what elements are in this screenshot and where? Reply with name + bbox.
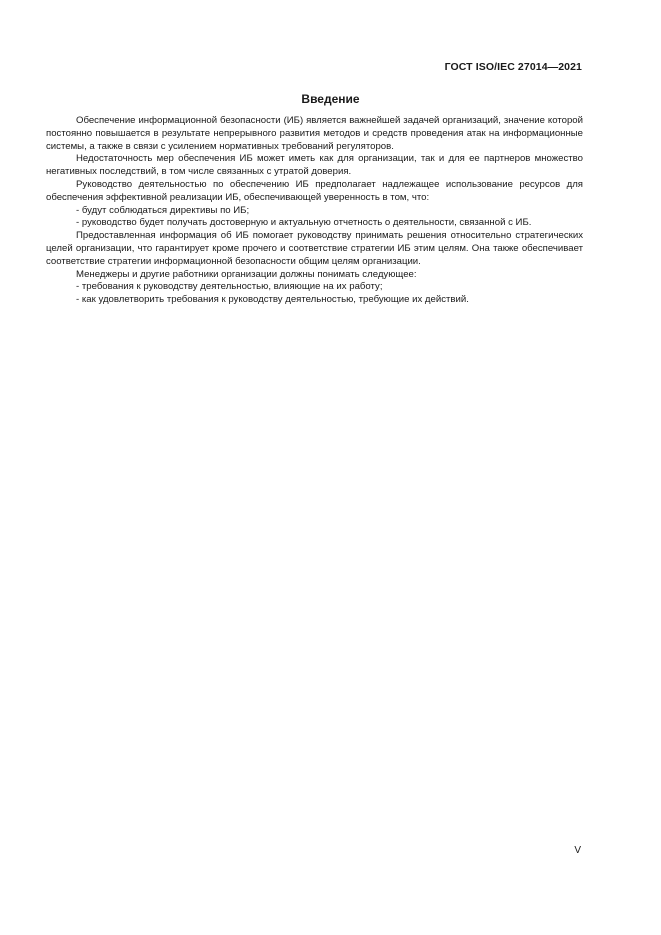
list-item: - как удовлетворить требования к руководству деятельностью, требующие их действий.	[76, 294, 469, 306]
paragraph: Предоставленная информация об ИБ помогает руководству принимать решения относительно стратегических целей организации, что гарантирует кроме прочего и соответствие стратегии ИБ этим целям. Она также обеспечивает соответствие стратегии информационной безопасности общим целям организации.	[46, 230, 583, 267]
list-item: - руководство будет получать достоверную и актуальную отчетность о деятельности, связанной с ИБ.	[76, 217, 532, 229]
paragraph: Недостаточность мер обеспечения ИБ может иметь как для организации, так и для ее партнеров множество негативных последствий, в том числе связанных с утратой доверия.	[46, 153, 583, 178]
document-body	[46, 115, 583, 307]
paragraph: Обеспечение информационной безопасности (ИБ) является важнейшей задачей организаций, значение которой постоянно повышается в результате непрерывного развития методов и средств проведения атак на информационные системы, а также в связи с усилением нормативных требований регуляторов.	[46, 115, 583, 152]
paragraph: Менеджеры и другие работники организации должны понимать следующее:	[76, 268, 417, 280]
section-title: Введение	[301, 92, 360, 106]
page-number: V	[574, 845, 581, 856]
list-item: - будут соблюдаться директивы по ИБ;	[76, 204, 250, 216]
list-item: - требования к руководству деятельностью, влияющие на их работу;	[76, 281, 383, 293]
standard-code: ГОСТ ISO/IEC 27014—2021	[444, 61, 582, 73]
paragraph: Руководство деятельностью по обеспечению ИБ предполагает надлежащее использование ресурсов для обеспечения эффективной реализации ИБ, обеспечивающей уверенность в том, что:	[46, 178, 583, 203]
